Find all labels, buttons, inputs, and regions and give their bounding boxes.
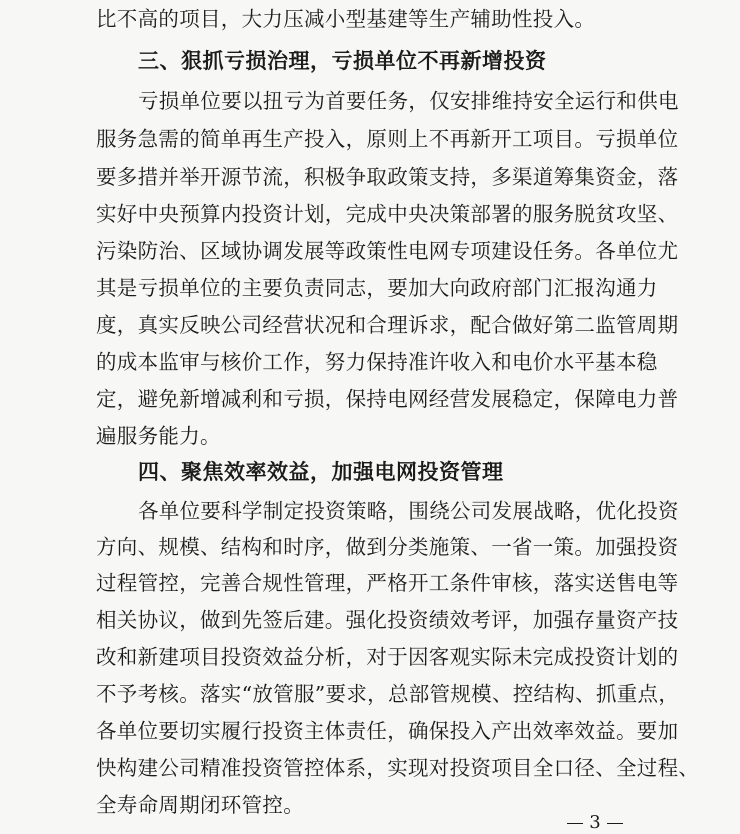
paragraph-line: 要多措并举开源节流，积极争取政策支持，多渠道筹集资金，落 xyxy=(96,165,679,189)
page-number-footer xyxy=(560,812,630,834)
dash-left xyxy=(567,823,583,824)
paragraph-line: 相关协议，做到先签后建。强化投资绩效考评，加强存量资产技 xyxy=(96,608,679,632)
paragraph-line: 定，避免新增减利和亏损，保持电网经营发展稳定，保障电力普 xyxy=(96,387,679,411)
section-heading: 四、聚焦效率效益，加强电网投资管理 xyxy=(138,460,504,484)
dash-right xyxy=(607,823,623,824)
paragraph-line: 全寿命周期闭环管控。 xyxy=(96,793,304,817)
paragraph-line: 其是亏损单位的主要负责同志，要加大向政府部门汇报沟通力 xyxy=(96,276,658,300)
paragraph-line: 服务急需的简单再生产投入，原则上不再新开工项目。亏损单位 xyxy=(96,127,679,151)
paragraph-line: 快构建公司精准投资管控体系，实现对投资项目全口径、全过程、 xyxy=(96,756,700,780)
paragraph-line: 各单位要切实履行投资主体责任，确保投入产出效率效益。要加 xyxy=(96,719,679,743)
paragraph-line: 方向、规模、结构和时序，做到分类施策、一省一策。加强投资 xyxy=(96,535,679,559)
paragraph-line: 度，真实反映公司经营状况和合理诉求，配合做好第二监管周期 xyxy=(96,313,679,337)
paragraph-line: 过程管控，完善合规性管理，严格开工条件审核，落实送售电等 xyxy=(96,571,679,595)
paragraph-line: 改和新建项目投资效益分析，对于因客观实际未完成投资计划的 xyxy=(96,645,679,669)
paragraph-line: 比不高的项目，大力压减小型基建等生产辅助性投入。 xyxy=(96,7,596,31)
page-number: 3 xyxy=(589,812,601,833)
paragraph-line: 污染防治、区域协调发展等政策性电网专项建设任务。各单位尤 xyxy=(96,239,679,263)
paragraph-line: 不予考核。落实“放管服”要求，总部管规模、控结构、抓重点， xyxy=(96,682,680,706)
paragraph-line: 亏损单位要以扭亏为首要任务，仅安排维持安全运行和供电 xyxy=(138,89,679,113)
paragraph-line: 各单位要科学制定投资策略，围绕公司发展战略，优化投资 xyxy=(138,499,679,523)
section-heading: 三、狠抓亏损治理，亏损单位不再新增投资 xyxy=(138,49,547,73)
paragraph-line: 遍服务能力。 xyxy=(96,424,221,448)
paragraph-line: 实好中央预算内投资计划，完成中央决策部署的服务脱贫攻坚、 xyxy=(96,202,679,226)
paragraph-line: 的成本监审与核价工作，努力保持准许收入和电价水平基本稳 xyxy=(96,350,658,374)
